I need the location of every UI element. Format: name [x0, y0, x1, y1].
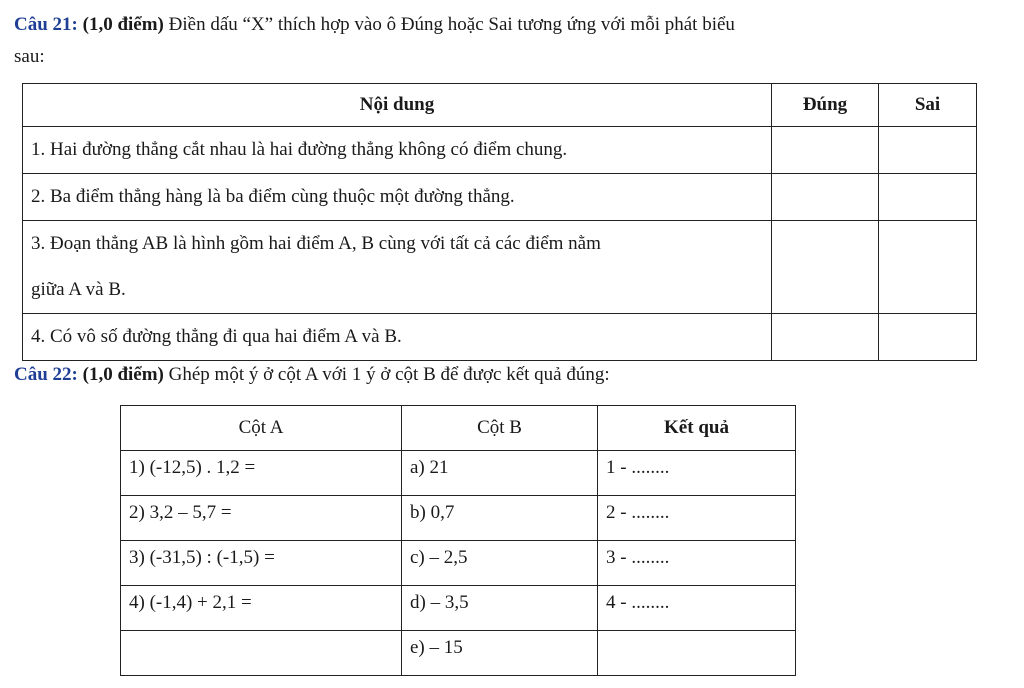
statement-2: 2. Ba điểm thẳng hàng là ba điểm cùng thuộc một đường thẳng. — [23, 174, 772, 221]
statement-1: 1. Hai đường thẳng cắt nhau là hai đường thẳng không có điểm chung. — [23, 127, 772, 174]
matching-table — [120, 405, 796, 676]
col-a-item-3: 3) (-31,5) : (-1,5) = — [121, 541, 402, 586]
statement-4: 4. Có vô số đường thẳng đi qua hai điểm A và B. — [23, 314, 772, 361]
q22-number: Câu 22: — [14, 364, 78, 385]
q21-heading — [14, 14, 735, 36]
result-blank-empty — [598, 631, 796, 676]
answer-true-cell-4[interactable] — [772, 314, 879, 361]
q21-number: Câu 21: — [14, 14, 78, 35]
statement-3-line-1: 3. Đoạn thẳng AB là hình gồm hai điểm A, B cùng với tất cả các điểm nằm — [31, 233, 601, 254]
q21-text: Điền dấu “X” thích hợp vào ô Đúng hoặc Sai tương ứng với mỗi phát biểu — [168, 14, 735, 35]
q22-text: Ghép một ý ở cột A với 1 ý ở cột B để được kết quả đúng: — [168, 364, 610, 385]
answer-true-cell-3[interactable] — [772, 221, 879, 314]
result-blank-3[interactable]: 3 - ........ — [598, 541, 796, 586]
header-col-a: Cột A — [121, 406, 402, 451]
statement-3-line-2: giữa A và B. — [31, 279, 126, 300]
result-blank-4[interactable]: 4 - ........ — [598, 586, 796, 631]
header-col-b: Cột B — [402, 406, 598, 451]
true-false-table — [22, 83, 977, 361]
answer-false-cell-4[interactable] — [879, 314, 977, 361]
col-b-item-c: c) – 2,5 — [402, 541, 598, 586]
q21-text-cont: sau: — [14, 46, 45, 67]
header-result: Kết quả — [598, 406, 796, 451]
q22-heading — [14, 364, 610, 386]
col-a-item-empty — [121, 631, 402, 676]
col-b-item-a: a) 21 — [402, 451, 598, 496]
col-b-item-d: d) – 3,5 — [402, 586, 598, 631]
header-true: Đúng — [772, 84, 879, 127]
q21-points: (1,0 điểm) — [82, 14, 164, 35]
col-b-item-b: b) 0,7 — [402, 496, 598, 541]
col-a-item-2: 2) 3,2 – 5,7 = — [121, 496, 402, 541]
answer-true-cell-1[interactable] — [772, 127, 879, 174]
header-content: Nội dung — [23, 84, 772, 127]
answer-false-cell-3[interactable] — [879, 221, 977, 314]
q22-points: (1,0 điểm) — [82, 364, 164, 385]
result-blank-1[interactable]: 1 - ........ — [598, 451, 796, 496]
answer-false-cell-2[interactable] — [879, 174, 977, 221]
statement-3 — [23, 221, 772, 314]
answer-false-cell-1[interactable] — [879, 127, 977, 174]
header-false: Sai — [879, 84, 977, 127]
col-a-item-1: 1) (-12,5) . 1,2 = — [121, 451, 402, 496]
answer-true-cell-2[interactable] — [772, 174, 879, 221]
col-b-item-e: e) – 15 — [402, 631, 598, 676]
result-blank-2[interactable]: 2 - ........ — [598, 496, 796, 541]
col-a-item-4: 4) (-1,4) + 2,1 = — [121, 586, 402, 631]
